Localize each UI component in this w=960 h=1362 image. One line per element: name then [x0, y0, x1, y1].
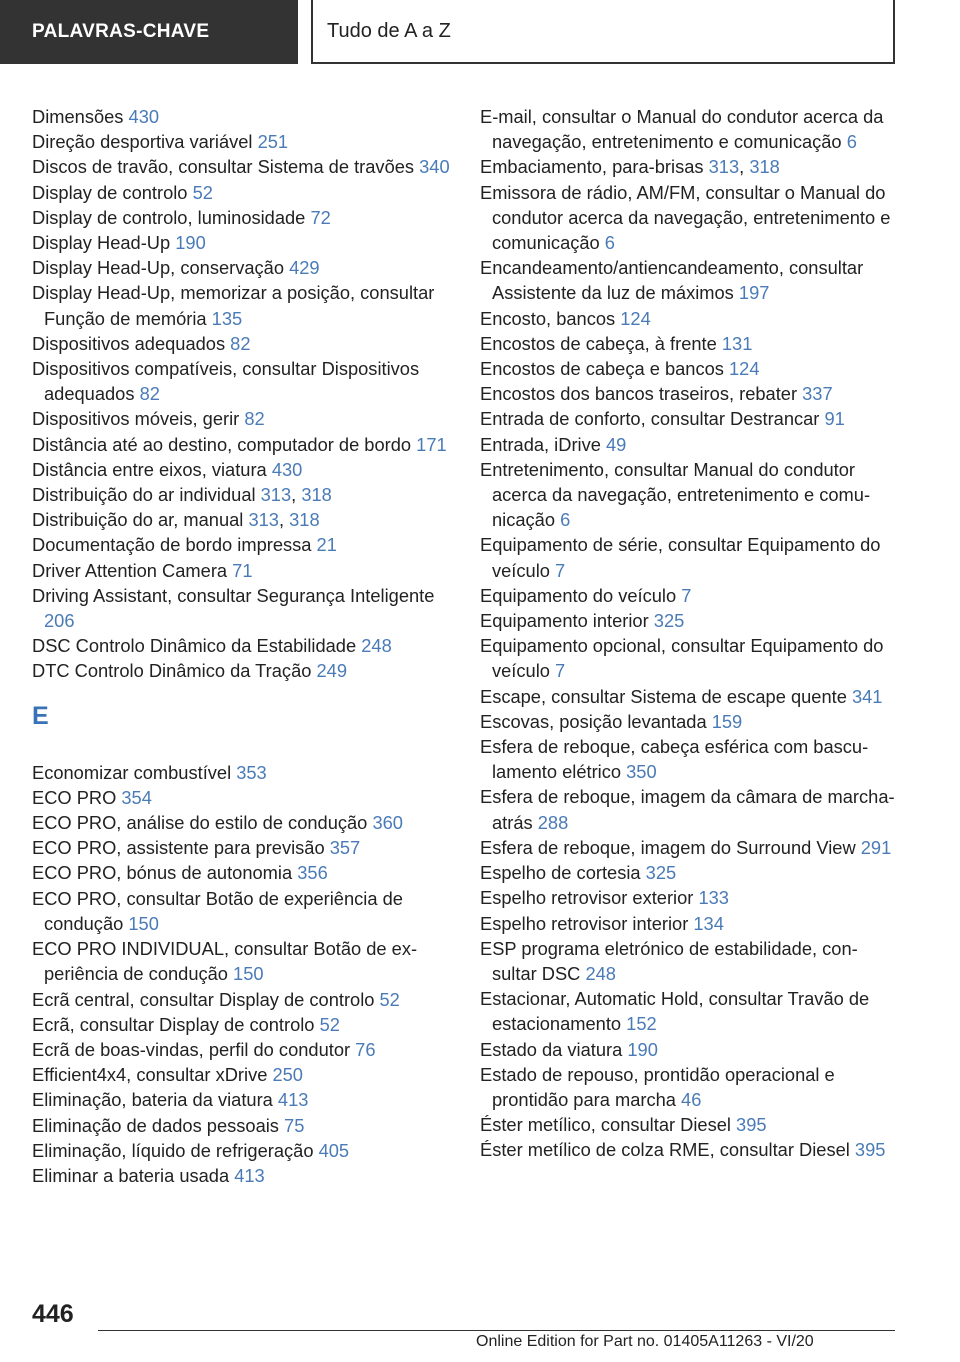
section-tab-label: PALAVRAS-CHAVE [32, 21, 210, 42]
page-reference-link[interactable]: 82 [139, 383, 160, 405]
page-reference-link[interactable]: 134 [693, 912, 724, 934]
index-entry-text: Escovas, posição levantada [480, 710, 712, 732]
index-entry-text: Direção desportiva variável [32, 131, 258, 153]
index-entry [480, 154, 895, 179]
index-entry [32, 432, 452, 457]
index-entry [32, 886, 452, 936]
page-reference-link[interactable]: 76 [355, 1038, 376, 1060]
index-entry-text: Efficient4x4, consultar xDrive [32, 1064, 273, 1086]
index-entry-text: Distância entre eixos, viatura [32, 458, 272, 480]
page-reference-link[interactable]: 291 [860, 836, 892, 858]
index-entry [32, 1037, 452, 1062]
index-entry [480, 684, 895, 709]
page-reference-link[interactable]: 354 [121, 786, 152, 808]
index-entry-text: ECO PRO, consultar Botão de experiência de condução [32, 887, 403, 934]
index-entry [480, 860, 895, 885]
index-entry-text: Dispositivos móveis, gerir [32, 408, 245, 430]
page-reference-link[interactable]: 353 [236, 761, 267, 783]
index-entry [480, 734, 895, 784]
index-entry [32, 785, 452, 810]
page-number: 446 [32, 1300, 74, 1328]
index-entry-text: Discos de travão, consultar Sistema de travões [32, 156, 420, 178]
page-reference-link[interactable]: 135 [211, 307, 243, 329]
index-entry [32, 180, 452, 205]
page-reference-link[interactable]: 356 [297, 862, 328, 884]
index-entry-text: ECO PRO, bónus de autonomia [32, 862, 298, 884]
index-entry [480, 1137, 895, 1162]
index-entry [480, 406, 895, 431]
page-ref-separator: , [291, 484, 302, 506]
index-entry-text: Escape, consultar Sistema de escape quente [480, 685, 852, 707]
index-entry [480, 583, 895, 608]
index-entry [480, 306, 895, 331]
index-entry-text: Display de controlo [32, 181, 193, 203]
page-reference-link[interactable]: 206 [44, 610, 75, 632]
index-entry [480, 180, 895, 256]
page-reference-link[interactable]: 429 [289, 257, 320, 279]
index-entry [480, 1062, 895, 1112]
index-entry [480, 432, 895, 457]
page-reference-link[interactable]: 190 [175, 232, 206, 254]
index-entry [480, 1037, 895, 1062]
index-entry [32, 507, 452, 532]
page-reference-link[interactable]: 288 [537, 811, 569, 833]
index-entry-text: ECO PRO, assistente para previsão [32, 837, 330, 859]
page-reference-link[interactable]: 71 [232, 559, 253, 581]
index-column-left [32, 104, 452, 1188]
index-entry-text: ECO PRO [32, 786, 122, 808]
index-entry [480, 885, 895, 910]
page-reference-link[interactable]: 6 [604, 232, 615, 254]
page-reference-link[interactable]: 75 [284, 1114, 305, 1136]
index-entry-text: Esfera de reboque, imagem da câmara de marcha-atrás [480, 786, 895, 833]
index-entry [32, 987, 452, 1012]
page-reference-link[interactable]: 318 [289, 509, 320, 531]
index-entry [32, 457, 452, 482]
index-entry [32, 280, 452, 330]
index-entry [32, 205, 452, 230]
index-entry [32, 810, 452, 835]
page-reference-link[interactable]: 250 [272, 1064, 303, 1086]
page-reference-link[interactable]: 318 [301, 484, 332, 506]
index-entry-text: Espelho retrovisor interior [480, 912, 694, 934]
page-reference-link[interactable]: 413 [234, 1164, 265, 1186]
index-entry-text: Entretenimento, consultar Manual do condutor acerca da navegação, entretenimento e comunicação [480, 458, 871, 531]
index-entry-text: Encostos de cabeça e bancos [480, 358, 729, 380]
index-entry [32, 230, 452, 255]
page-reference-link[interactable]: 52 [379, 988, 400, 1010]
index-entry-text: Documentação de bordo impressa [32, 534, 317, 556]
page-ref-separator: , [739, 156, 750, 178]
page-reference-link[interactable]: 49 [606, 433, 627, 455]
index-entry [480, 633, 895, 683]
page-reference-link[interactable]: 357 [329, 837, 361, 859]
page-reference-link[interactable]: 430 [271, 458, 303, 480]
page-reference-link[interactable]: 313 [248, 509, 279, 531]
index-entry [32, 331, 452, 356]
index-entry-text: Emissora de rádio, AM/FM, consultar o Manual do condutor acerca da navegação, entretenimento e comunicação [480, 181, 891, 254]
index-entry [32, 558, 452, 583]
index-entry-text: Encostos dos bancos traseiros, rebater [480, 383, 803, 405]
index-entry [32, 255, 452, 280]
index-letter-heading: E [32, 701, 49, 730]
index-entry [480, 381, 895, 406]
index-entry [32, 129, 452, 154]
index-entry [32, 633, 452, 658]
index-entry [32, 1163, 452, 1188]
header-subtitle: Tudo de A a Z [327, 19, 451, 42]
index-entry-text: Espelho de cortesia [480, 862, 646, 884]
index-entry-text: ESP programa eletrónico de estabilidade, consultar DSC [480, 937, 858, 984]
page-reference-link[interactable]: 340 [419, 156, 450, 178]
page-reference-link[interactable]: 430 [128, 106, 160, 127]
index-entry-text: Estado de repouso, prontidão operacional e prontidão para marcha [480, 1063, 835, 1110]
index-entry [480, 911, 895, 936]
index-entry-text: Entrada, iDrive [480, 433, 606, 455]
index-entry-text: Display Head-Up [32, 232, 176, 254]
index-entry-text: Dispositivos adequados [32, 332, 231, 354]
page-reference-link[interactable]: 6 [846, 131, 857, 153]
index-entry-text: Encostos de cabeça, à frente [480, 332, 722, 354]
page-reference-link[interactable]: 124 [729, 358, 760, 380]
page-reference-link[interactable]: 7 [681, 584, 692, 606]
index-entry-text: ECO PRO INDIVIDUAL, consultar Botão de experiência de condução [32, 938, 418, 985]
index-entry-text: Dispositivos compatíveis, consultar Dispositivos adequados [32, 358, 420, 405]
page-reference-link[interactable]: 7 [555, 559, 566, 581]
page-reference-link[interactable]: 152 [626, 1013, 657, 1035]
page-reference-link[interactable]: 133 [698, 887, 729, 909]
page-reference-link[interactable]: 413 [277, 1089, 309, 1111]
page-reference-link[interactable]: 150 [233, 963, 264, 985]
page-reference-link[interactable]: 337 [802, 383, 833, 405]
index-entry-text: Equipamento interior [480, 610, 654, 632]
index-entry-text: Esfera de reboque, imagem do Surround View [480, 836, 861, 858]
index-entry [480, 457, 895, 533]
page-reference-link[interactable]: 360 [372, 812, 403, 834]
page-reference-link[interactable]: 325 [645, 862, 677, 884]
index-entry [32, 482, 452, 507]
page-reference-link[interactable]: 405 [318, 1139, 350, 1161]
page-reference-link[interactable]: 21 [316, 534, 337, 556]
index-entry-text: DTC Controlo Dinâmico da Tração [32, 660, 317, 682]
page-reference-link[interactable]: 72 [310, 206, 331, 228]
index-entry-text: Encandeamento/antiencandeamento, consultar Assistente da luz de máximos [480, 257, 864, 304]
index-entry-text: Economizar combustível [32, 761, 237, 783]
index-entry [32, 1012, 452, 1037]
index-entry [32, 583, 452, 633]
section-tab [0, 0, 298, 64]
index-column-right [480, 104, 895, 1163]
index-entry-text: Eliminação de dados pessoais [32, 1114, 285, 1136]
index-entry [480, 608, 895, 633]
index-entry-text: Estacionar, Automatic Hold, consultar Travão de estacionamento [480, 988, 870, 1035]
page-reference-link[interactable]: 46 [681, 1088, 702, 1110]
index-entry-text: Encosto, bancos [480, 307, 621, 329]
index-entry-text: Equipamento de série, consultar Equipamento do veículo [480, 534, 881, 581]
index-entry [480, 936, 895, 986]
page-reference-link[interactable]: 190 [627, 1038, 658, 1060]
page-reference-link[interactable]: 6 [560, 509, 571, 531]
page-reference-link[interactable]: 150 [128, 912, 159, 934]
index-entry-text: Distribuição do ar individual [32, 484, 261, 506]
page-reference-link[interactable]: 82 [244, 408, 265, 430]
index-entry-text: Éster metílico de colza RME, consultar Diesel [480, 1139, 855, 1161]
index-entry-text: Eliminação, bateria da viatura [32, 1089, 278, 1111]
index-entry-text: Eliminar a bateria usada [32, 1164, 235, 1186]
index-entry-text: E-mail, consultar o Manual do condutor acerca da navegação, entretenimento e comunicação [480, 106, 884, 153]
page-reference-link[interactable]: 124 [620, 307, 651, 329]
page-reference-link[interactable]: 7 [555, 660, 566, 682]
page-reference-link[interactable]: 249 [316, 660, 347, 682]
index-entry [32, 356, 452, 406]
index-entry-text: Driver Attention Camera [32, 559, 233, 581]
header-subtitle-box [311, 0, 895, 64]
index-entry [32, 1113, 452, 1138]
index-entry-text: Ecrã, consultar Display de controlo [32, 1013, 320, 1035]
page-reference-link[interactable]: 131 [721, 332, 753, 354]
index-entry-text: Esfera de reboque, cabeça esférica com basculamento elétrico [480, 736, 869, 783]
index-entry-text: Distribuição do ar, manual [32, 509, 249, 531]
index-entry-text: Display Head-Up, memorizar a posição, consultar Função de memória [32, 282, 435, 329]
index-entry [32, 936, 452, 986]
index-entry-text: Driving Assistant, consultar Segurança Inteligente [32, 584, 435, 606]
page-reference-link[interactable]: 52 [319, 1013, 340, 1035]
index-entry [480, 784, 895, 834]
index-entry [32, 154, 452, 179]
index-entry [480, 709, 895, 734]
index-entry-text: Equipamento opcional, consultar Equipamento do veículo [480, 635, 884, 682]
page-reference-link[interactable]: 318 [749, 156, 780, 178]
page-reference-link[interactable]: 197 [738, 282, 770, 304]
page-reference-link[interactable]: 159 [711, 710, 743, 732]
footer-divider [98, 1330, 895, 1331]
page-reference-link[interactable]: 313 [260, 484, 292, 506]
footer-edition-text: Online Edition for Part no. 01405A11263 - VI/20 [476, 1333, 814, 1350]
page-reference-link[interactable]: 82 [230, 332, 251, 354]
page-reference-link[interactable]: 91 [824, 408, 845, 430]
index-entry-text: Equipamento do veículo [480, 584, 682, 606]
page-reference-link[interactable]: 395 [736, 1114, 767, 1136]
page-reference-link[interactable]: 350 [626, 761, 657, 783]
index-entry-text: Dimensões [32, 106, 129, 127]
page-reference-link[interactable]: 313 [708, 156, 740, 178]
page-reference-link[interactable]: 341 [851, 685, 883, 707]
index-entry-text: ECO PRO, análise do estilo de condução [32, 812, 373, 834]
page-ref-separator: , [278, 509, 290, 531]
index-entry-text: Ecrã central, consultar Display de controlo [32, 988, 380, 1010]
index-entry-text: Éster metílico, consultar Diesel [480, 1114, 737, 1136]
index-entry [480, 356, 895, 381]
index-entry-text: Distância até ao destino, computador de bordo [32, 433, 417, 455]
index-entry-text: Entrada de conforto, consultar Destrancar [480, 408, 825, 430]
index-entry-text: Espelho retrovisor exterior [480, 887, 699, 909]
page-reference-link[interactable]: 248 [585, 962, 616, 984]
index-entry [32, 1062, 452, 1087]
index-entry-text: Estado da viatura [480, 1038, 628, 1060]
index-entry-text: Ecrã de boas-vindas, perfil do condutor [32, 1038, 356, 1060]
index-entry [32, 1087, 452, 1112]
index-entry-text: DSC Controlo Dinâmico da Estabilidade [32, 635, 362, 657]
index-entry [32, 1138, 452, 1163]
index-entry [32, 835, 452, 860]
index-entry-text: Eliminação, líquido de refrigeração [32, 1139, 319, 1161]
index-entry [480, 1112, 895, 1137]
index-entry [32, 760, 452, 785]
index-entry [480, 104, 895, 154]
page-reference-link[interactable]: 325 [653, 610, 685, 632]
index-entry-text: Display Head-Up, conservação [32, 257, 290, 279]
page-reference-link[interactable]: 52 [192, 181, 213, 203]
index-entry [480, 986, 895, 1036]
index-entry-text: Embaciamento, para-brisas [480, 156, 709, 178]
page-reference-link[interactable]: 248 [361, 635, 392, 657]
index-entry [32, 860, 452, 885]
page-reference-link[interactable]: 395 [854, 1139, 886, 1161]
index-entry [32, 532, 452, 557]
page-reference-link[interactable]: 251 [257, 131, 289, 153]
index-entry [480, 532, 895, 582]
page-reference-link[interactable]: 171 [416, 433, 447, 455]
index-entry [480, 835, 895, 860]
index-entry [32, 104, 452, 129]
index-entry [32, 658, 452, 683]
index-entry [480, 255, 895, 305]
index-entry [480, 331, 895, 356]
index-entry-text: Display de controlo, luminosidade [32, 206, 311, 228]
index-entry [32, 406, 452, 431]
